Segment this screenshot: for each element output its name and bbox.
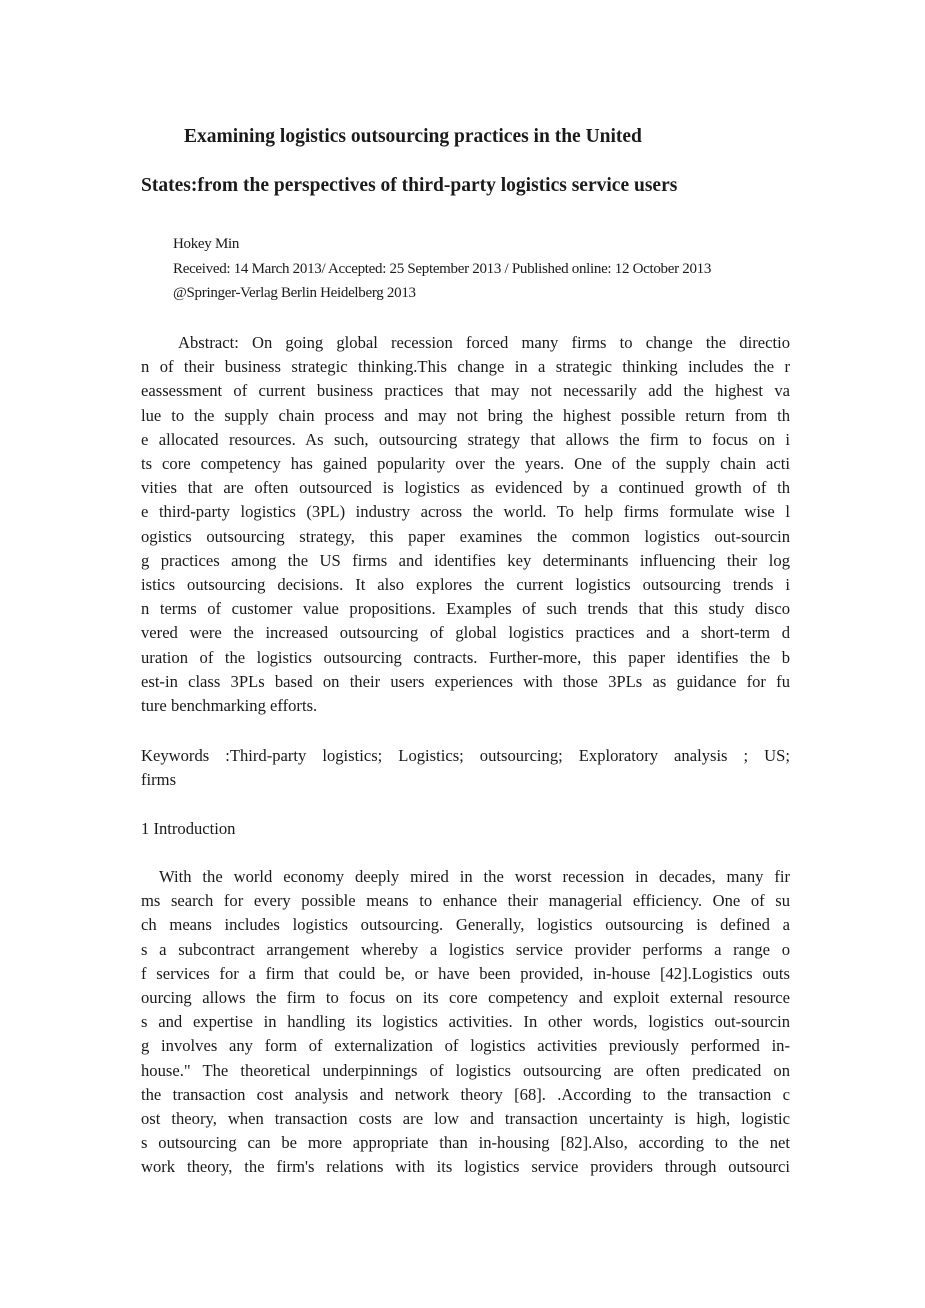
introduction-line: ost theory, when transaction costs are low and transaction uncertainty is high, logistic — [141, 1109, 790, 1128]
introduction-line: f services for a firm that could be, or have been provided, in-house [42].Logistics outs — [141, 963, 790, 983]
abstract-line: vered were the increased outsourcing of global logistics practices and a short-term d — [141, 623, 790, 643]
section-heading-introduction: 1 Introduction — [141, 819, 236, 838]
abstract-line: ts core competency has gained popularity over the years. One of the supply chain acti — [141, 454, 790, 473]
abstract-line: g practices among the US firms and identifies key determinants influencing their log — [141, 550, 790, 570]
abstract-line: uration of the logistics outsourcing contracts. Further-more, this paper identifies the b — [141, 647, 790, 667]
introduction-line: the transaction cost analysis and network theory [68]. .According to the transaction c — [141, 1084, 790, 1104]
abstract-line: n of their business strategic thinking.This change in a strategic thinking includes the r — [141, 357, 790, 377]
abstract-line: e third-party logistics (3PL) industry across the world. To help firms formulate wise l — [141, 502, 790, 522]
copyright-notice: @Springer-Verlag Berlin Heidelberg 2013 — [173, 285, 416, 301]
paper-title-line-2: States:from the perspectives of third-party logistics service users — [141, 175, 678, 196]
abstract-line: n terms of customer value propositions. Examples of such trends that this study disco — [141, 599, 790, 619]
keywords-line: Keywords :Third-party logistics; Logistics; outsourcing; Exploratory analysis ; US; — [141, 746, 790, 765]
introduction-line: ms search for every possible means to enhance their managerial efficiency. One of su — [141, 891, 790, 911]
abstract-line: istics outsourcing decisions. It also explores the current logistics outsourcing trends i — [141, 575, 790, 594]
abstract-line: est-in class 3PLs based on their users experiences with those 3PLs as guidance for fu — [141, 671, 790, 691]
abstract-line: e allocated resources. As such, outsourcing strategy that allows the firm to focus on i — [141, 429, 790, 449]
abstract-line: ture benchmarking efforts. — [141, 696, 318, 715]
introduction-line: With the world economy deeply mired in the worst recession in decades, many fir — [159, 867, 790, 886]
introduction-line: g involves any form of externalization of logistics activities previously performed in- — [141, 1036, 790, 1056]
introduction-line: s and expertise in handling its logistics activities. In other words, logistics out-sourcin — [141, 1012, 790, 1032]
abstract-line: lue to the supply chain process and may not bring the highest possible return from th — [141, 405, 790, 425]
introduction-line: s a subcontract arrangement whereby a logistics service provider performs a range o — [141, 939, 790, 959]
paper-title-line-1: Examining logistics outsourcing practices in the United — [184, 126, 642, 147]
abstract-line: Abstract: On going global recession forced many firms to change the directio — [178, 333, 790, 352]
introduction-line: s outsourcing can be more appropriate than in-housing [82].Also, according to the net — [141, 1133, 790, 1153]
author-name: Hokey Min — [173, 236, 240, 252]
abstract-line: eassessment of current business practices that may not necessarily add the highest va — [141, 381, 790, 401]
publication-dates: Received: 14 March 2013/ Accepted: 25 September 2013 / Published online: 12 October 2013 — [173, 261, 712, 277]
introduction-line: ourcing allows the firm to focus on its core competency and exploit external resource — [141, 988, 790, 1007]
introduction-line: ch means includes logistics outsourcing. Generally, logistics outsourcing is defined a — [141, 915, 790, 935]
keywords-line: firms — [141, 770, 177, 790]
abstract-line: ogistics outsourcing strategy, this paper examines the common logistics out-sourcin — [141, 526, 790, 546]
introduction-line: work theory, the firm's relations with its logistics service providers through outsourci — [141, 1157, 790, 1177]
abstract-line: vities that are often outsourced is logistics as evidenced by a continued growth of th — [141, 478, 790, 498]
introduction-line: house." The theoretical underpinnings of logistics outsourcing are often predicated on — [141, 1060, 790, 1080]
